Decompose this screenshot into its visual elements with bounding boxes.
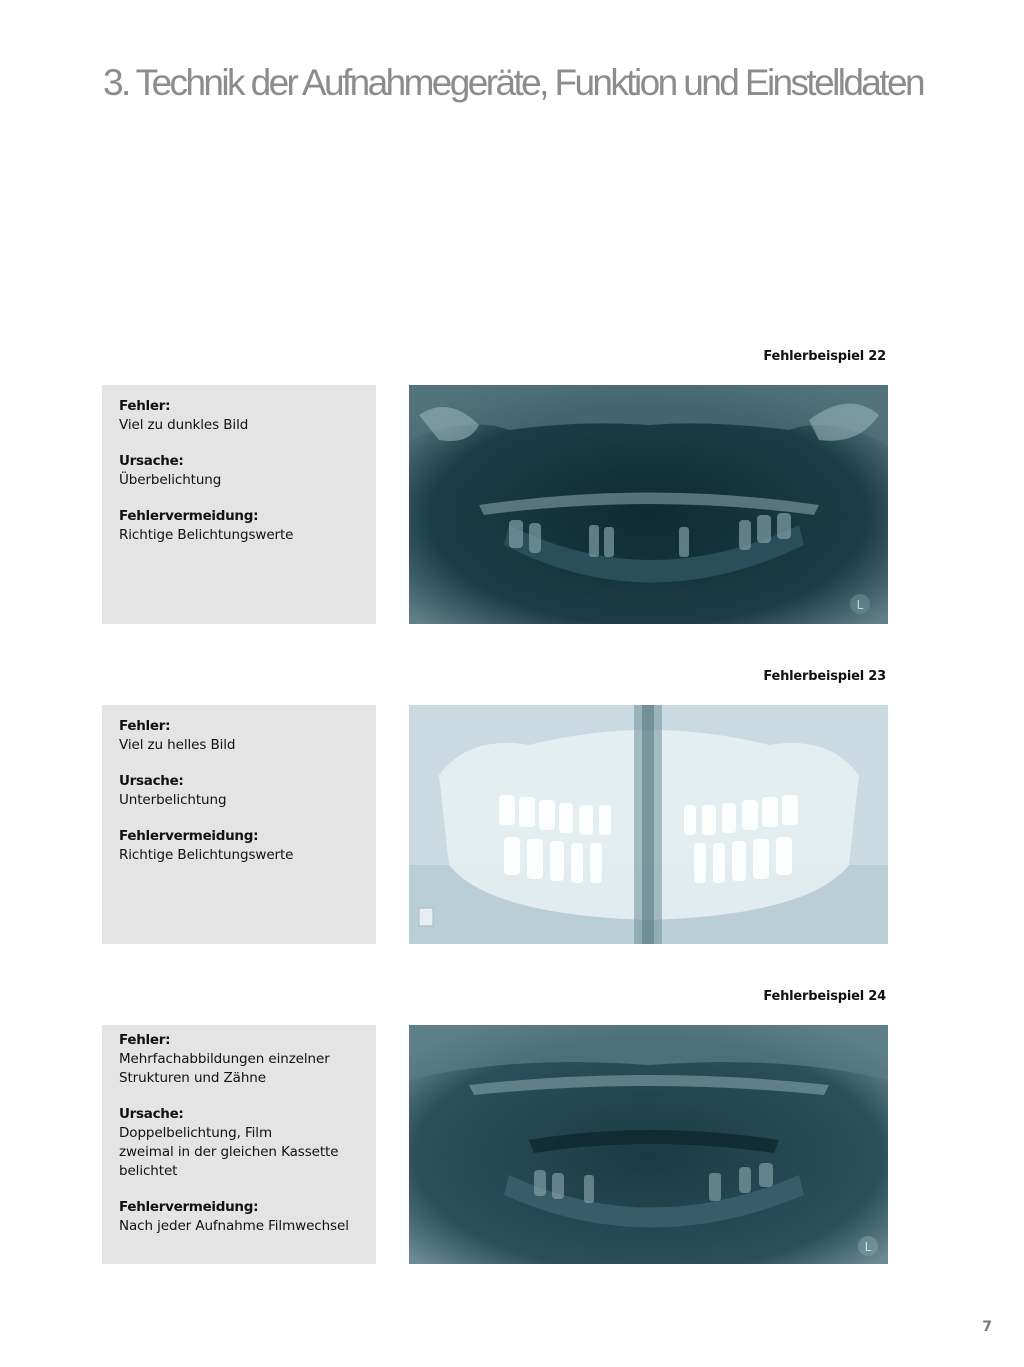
ursache-label: Ursache: bbox=[119, 1106, 184, 1122]
fehlervermeidung-label: Fehlervermeidung: bbox=[119, 508, 259, 524]
fehler-label: Fehler: bbox=[119, 1032, 171, 1048]
page-title: 3. Technik der Aufnahmegeräte, Funktion und Einstelldaten bbox=[103, 62, 923, 103]
page-number: 7 bbox=[982, 1319, 992, 1335]
fehler-text: Viel zu helles Bild bbox=[119, 737, 236, 753]
xray-marker-label: L bbox=[856, 598, 864, 612]
fehlervermeidung-label: Fehlervermeidung: bbox=[119, 828, 259, 844]
fehlervermeidung-text: Richtige Belichtungswerte bbox=[119, 847, 294, 863]
fehler-label: Fehler: bbox=[119, 398, 171, 414]
ursache-text: Unterbelichtung bbox=[119, 792, 227, 808]
fehler-label: Fehler: bbox=[119, 718, 171, 734]
xray-image-light bbox=[409, 705, 888, 944]
xray-image-dark bbox=[409, 385, 888, 624]
error-info-box bbox=[102, 705, 376, 944]
ursache-label: Ursache: bbox=[119, 773, 184, 789]
fehlervermeidung-label: Fehlervermeidung: bbox=[119, 1199, 259, 1215]
error-info-box bbox=[102, 1025, 376, 1264]
fehler-text: Mehrfachabbildungen einzelner Strukturen und Zähne bbox=[119, 1051, 330, 1086]
example-caption: Fehlerbeispiel 22 bbox=[763, 349, 886, 364]
fehlervermeidung-text: Richtige Belichtungswerte bbox=[119, 527, 294, 543]
xray-marker-label: L bbox=[864, 1240, 872, 1254]
xray-image-double-exposure bbox=[409, 1025, 888, 1264]
example-caption: Fehlerbeispiel 23 bbox=[763, 669, 886, 684]
fehlervermeidung-text: Nach jeder Aufnahme Filmwechsel bbox=[119, 1218, 349, 1234]
ursache-label: Ursache: bbox=[119, 453, 184, 469]
ursache-text: Doppelbelichtung, Film zweimal in der gleichen Kassette belichtet bbox=[119, 1125, 339, 1179]
error-info-box bbox=[102, 385, 376, 624]
fehler-text: Viel zu dunkles Bild bbox=[119, 417, 249, 433]
example-caption: Fehlerbeispiel 24 bbox=[763, 989, 886, 1004]
ursache-text: Überbelichtung bbox=[119, 472, 222, 488]
